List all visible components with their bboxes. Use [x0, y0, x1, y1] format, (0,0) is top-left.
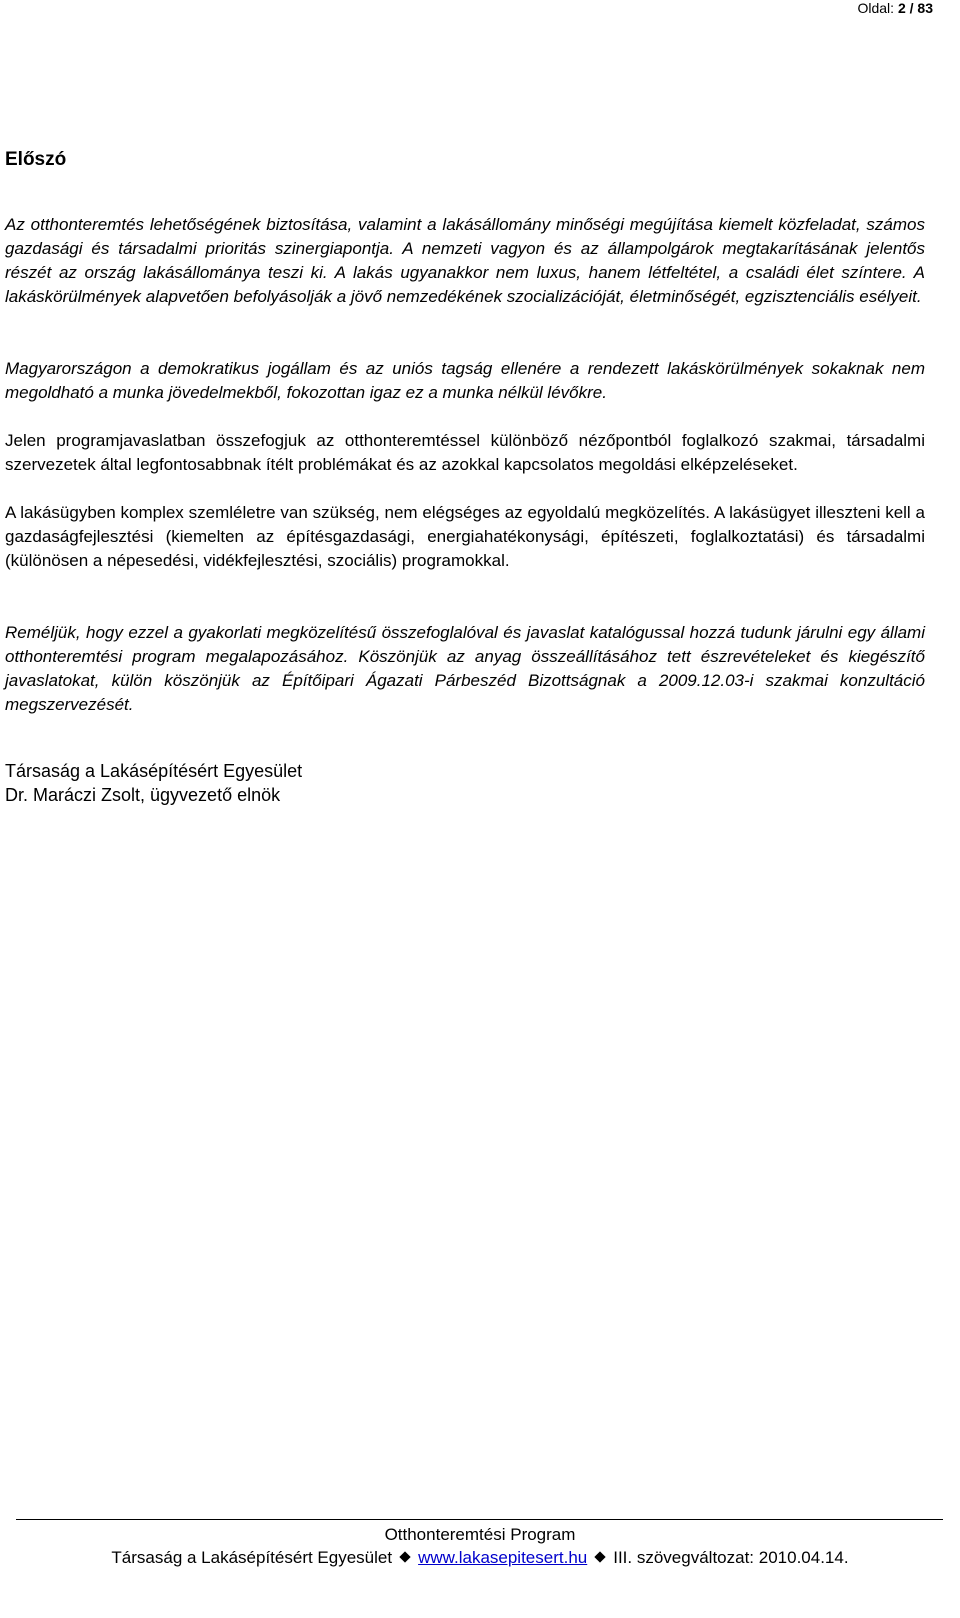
footer-divider — [16, 1519, 943, 1520]
footer-title: Otthonteremtési Program — [384, 1525, 576, 1544]
page-label: Oldal: — [857, 0, 895, 16]
page-separator: / — [909, 0, 914, 16]
current-page: 2 — [897, 0, 906, 16]
signature-organization: Társaság a Lakásépítésért Egyesület — [5, 761, 303, 781]
page-heading: Előszó — [5, 149, 67, 170]
paragraph-program: Jelen programjavaslatban összefogjuk az otthonteremtéssel különböző nézőpontból foglalkozó szakmai, társadalmi szervezetek által legfontosabbnak ítélt problémákat és az azokkal kapcsolatos megoldási elképzeléseket. — [5, 431, 925, 474]
footer-organization: Társaság a Lakásépítésért Egyesület — [111, 1548, 393, 1567]
signature-person: Dr. Maráczi Zsolt, ügyvezető elnök — [5, 785, 281, 805]
paragraph-thanks: Reméljük, hogy ezzel a gyakorlati megközelítésű összefoglalóval és javaslat katalógussal hozzá tudunk járulni egy állami otthonteremtési program megalapozásához. Köszönjük az anyag összeállításához tett észrevételeket és kiegészítő javaslatokat, külön köszönjük az Építőipari Ágazati Párbeszéd Bizottságnak a 2009.12.03-i szakmai konzultáció megszervezését. — [5, 623, 925, 714]
diamond-icon — [595, 1551, 606, 1562]
footer-version: III. szövegváltozat: 2010.04.14. — [613, 1548, 849, 1567]
footer-website-link[interactable]: www.lakasepitesert.hu — [418, 1548, 588, 1567]
footer-meta — [0, 1547, 960, 1569]
signature-block — [5, 759, 302, 807]
page-number — [857, 0, 933, 16]
paragraph-intro: Az otthonteremtés lehetőségének biztosítása, valamint a lakásállomány minőségi megújítása kiemelt közfeladat, számos gazdasági és társadalmi prioritás szinergiapontja. A nemzeti vagyon és az állampolgárok megtakarításának jelentős részét az ország lakásállománya teszi ki. A lakás ugyanakkor nem luxus, hanem létfeltétel, a családi élet színtere. A lakáskörülmények alapvetően befolyásolják a jövő nemzedékének szocializációját, életminőségét, egzisztenciális esélyeit. — [5, 215, 925, 306]
total-pages: 83 — [917, 0, 933, 16]
paragraph-approach: A lakásügyben komplex szemléletre van szükség, nem elégséges az egyoldalú megközelítés. A lakásügyet illeszteni kell a gazdaságfejlesztési (kiemelten az építésgazdasági, energiahatékonysági, építészeti, foglalkoztatási) és társadalmi (különösen a népesedési, vidékfejlesztési, szociális) programokkal. — [5, 503, 925, 570]
paragraph-hungary: Magyarországon a demokratikus jogállam és az uniós tagság ellenére a rendezett lakáskörülmények sokaknak nem megoldható a munka jövedelmekből, fokozottan igaz ez a munka nélkül lévőkre. — [5, 359, 925, 402]
diamond-icon — [399, 1551, 410, 1562]
